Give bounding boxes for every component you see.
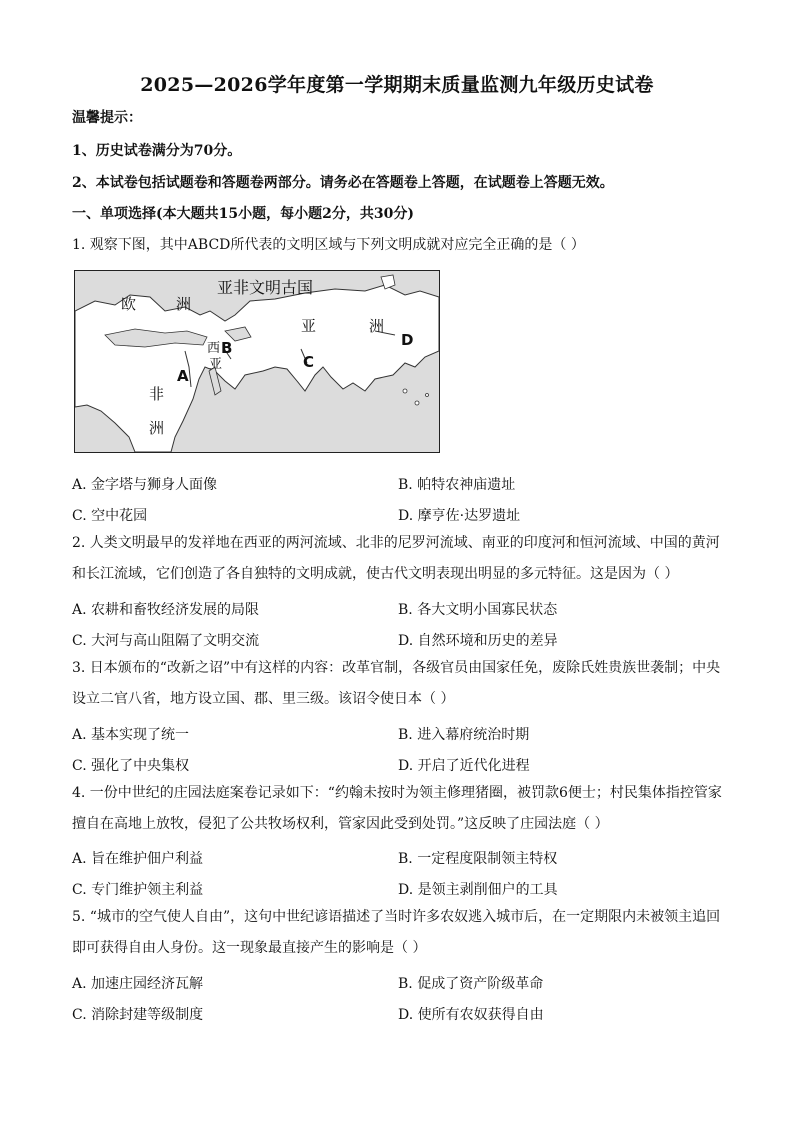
q3-option-a[interactable]: A. 基本实现了统一 — [72, 727, 190, 743]
q3-option-d[interactable]: D. 开启了近代化进程 — [398, 758, 530, 774]
question-2-stem: 2. 人类文明最早的发祥地在西亚的两河流域、北非的尼罗河流域、南亚的印度河和恒河流域、中国的黄河和长江流域，它们创造了各自独特的文明成就，使古代文明表现出明显的多元特征。这是因为（ ） — [72, 535, 720, 582]
map-marker-c: C — [303, 353, 315, 371]
q3-option-b[interactable]: B. 进入幕府统治时期 — [398, 727, 530, 743]
q3-option-c[interactable]: C. 强化了中央集权 — [72, 758, 190, 774]
q2-option-d[interactable]: D. 自然环境和历史的差异 — [398, 633, 558, 649]
map-label-asia-2: 洲 — [369, 317, 385, 335]
ancient-civilizations-map — [74, 270, 440, 453]
map-label-europe-2: 洲 — [176, 295, 192, 313]
map-label-europe-1: 欧 — [121, 295, 137, 313]
question-3-stem: 3. 日本颁布的“改新之诏”中有这样的内容：改革官制，各级官员由国家任免，废除氏姓贵族世袭制；中央设立二官八省，地方设立国、郡、里三级。该诏令使日本（ ） — [72, 660, 721, 707]
q4-option-d[interactable]: D. 是领主剥削佃户的工具 — [398, 882, 558, 898]
map-label-africa-2: 洲 — [149, 419, 165, 437]
section-heading: 一、单项选择(本大题共15小题，每小题2分，共30分) — [72, 206, 414, 222]
map-label-africa-1: 非 — [149, 385, 165, 403]
question-1-stem: 1. 观察下图，其中ABCD所代表的文明区域与下列文明成就对应完全正确的是（ ） — [72, 237, 585, 253]
map-label-west-2: 亚 — [209, 357, 223, 372]
q5-option-b[interactable]: B. 促成了资产阶级革命 — [398, 976, 544, 992]
q2-option-b[interactable]: B. 各大文明小国寡民状态 — [398, 602, 558, 618]
q2-option-a[interactable]: A. 农耕和畜牧经济发展的局限 — [72, 602, 260, 618]
tip-line-1: 1、历史试卷满分为70分。 — [72, 143, 242, 159]
q5-option-d[interactable]: D. 使所有农奴获得自由 — [398, 1007, 544, 1023]
q1-option-b[interactable]: B. 帕特农神庙遗址 — [398, 477, 516, 493]
map-marker-b: B — [221, 339, 233, 357]
q1-option-c[interactable]: C. 空中花园 — [72, 508, 148, 524]
tip-heading: 温馨提示： — [72, 110, 142, 126]
q5-option-a[interactable]: A. 加速庄园经济瓦解 — [72, 976, 204, 992]
q4-option-b[interactable]: B. 一定程度限制领主特权 — [398, 851, 558, 867]
question-4-stem: 4. 一份中世纪的庄园法庭案卷记录如下：“约翰未按时为领主修理猪圈，被罚款6便士；村民集体指控管家擅自在高地上放牧，侵犯了公共牧场权利，管家因此受到处罚。”这反映了庄园法庭（ ） — [72, 785, 722, 832]
map-label-asia-1: 亚 — [301, 317, 317, 335]
exam-title: 2025—2026学年度第一学期期末质量监测九年级历史试卷 — [140, 74, 654, 96]
map-label-west-1: 西 — [207, 341, 221, 356]
q1-option-d[interactable]: D. 摩亨佐·达罗遗址 — [398, 508, 521, 524]
q1-option-a[interactable]: A. 金字塔与狮身人面像 — [72, 477, 218, 493]
q4-option-c[interactable]: C. 专门维护领主利益 — [72, 882, 204, 898]
map-title: 亚非文明古国 — [217, 278, 314, 297]
q5-option-c[interactable]: C. 消除封建等级制度 — [72, 1007, 204, 1023]
map-marker-a: A — [177, 367, 189, 385]
q4-option-a[interactable]: A. 旨在维护佃户利益 — [72, 851, 204, 867]
map-marker-d: D — [401, 331, 414, 349]
tip-line-2: 2、本试卷包括试题卷和答题卷两部分。请务必在答题卷上答题，在试题卷上答题无效。 — [72, 175, 614, 191]
q2-option-c[interactable]: C. 大河与高山阻隔了文明交流 — [72, 633, 260, 649]
question-5-stem: 5. “城市的空气使人自由”，这句中世纪谚语描述了当时许多农奴逃入城市后，在一定期限内未被领主追回即可获得自由人身份。这一现象最直接产生的影响是（ ） — [72, 909, 721, 956]
